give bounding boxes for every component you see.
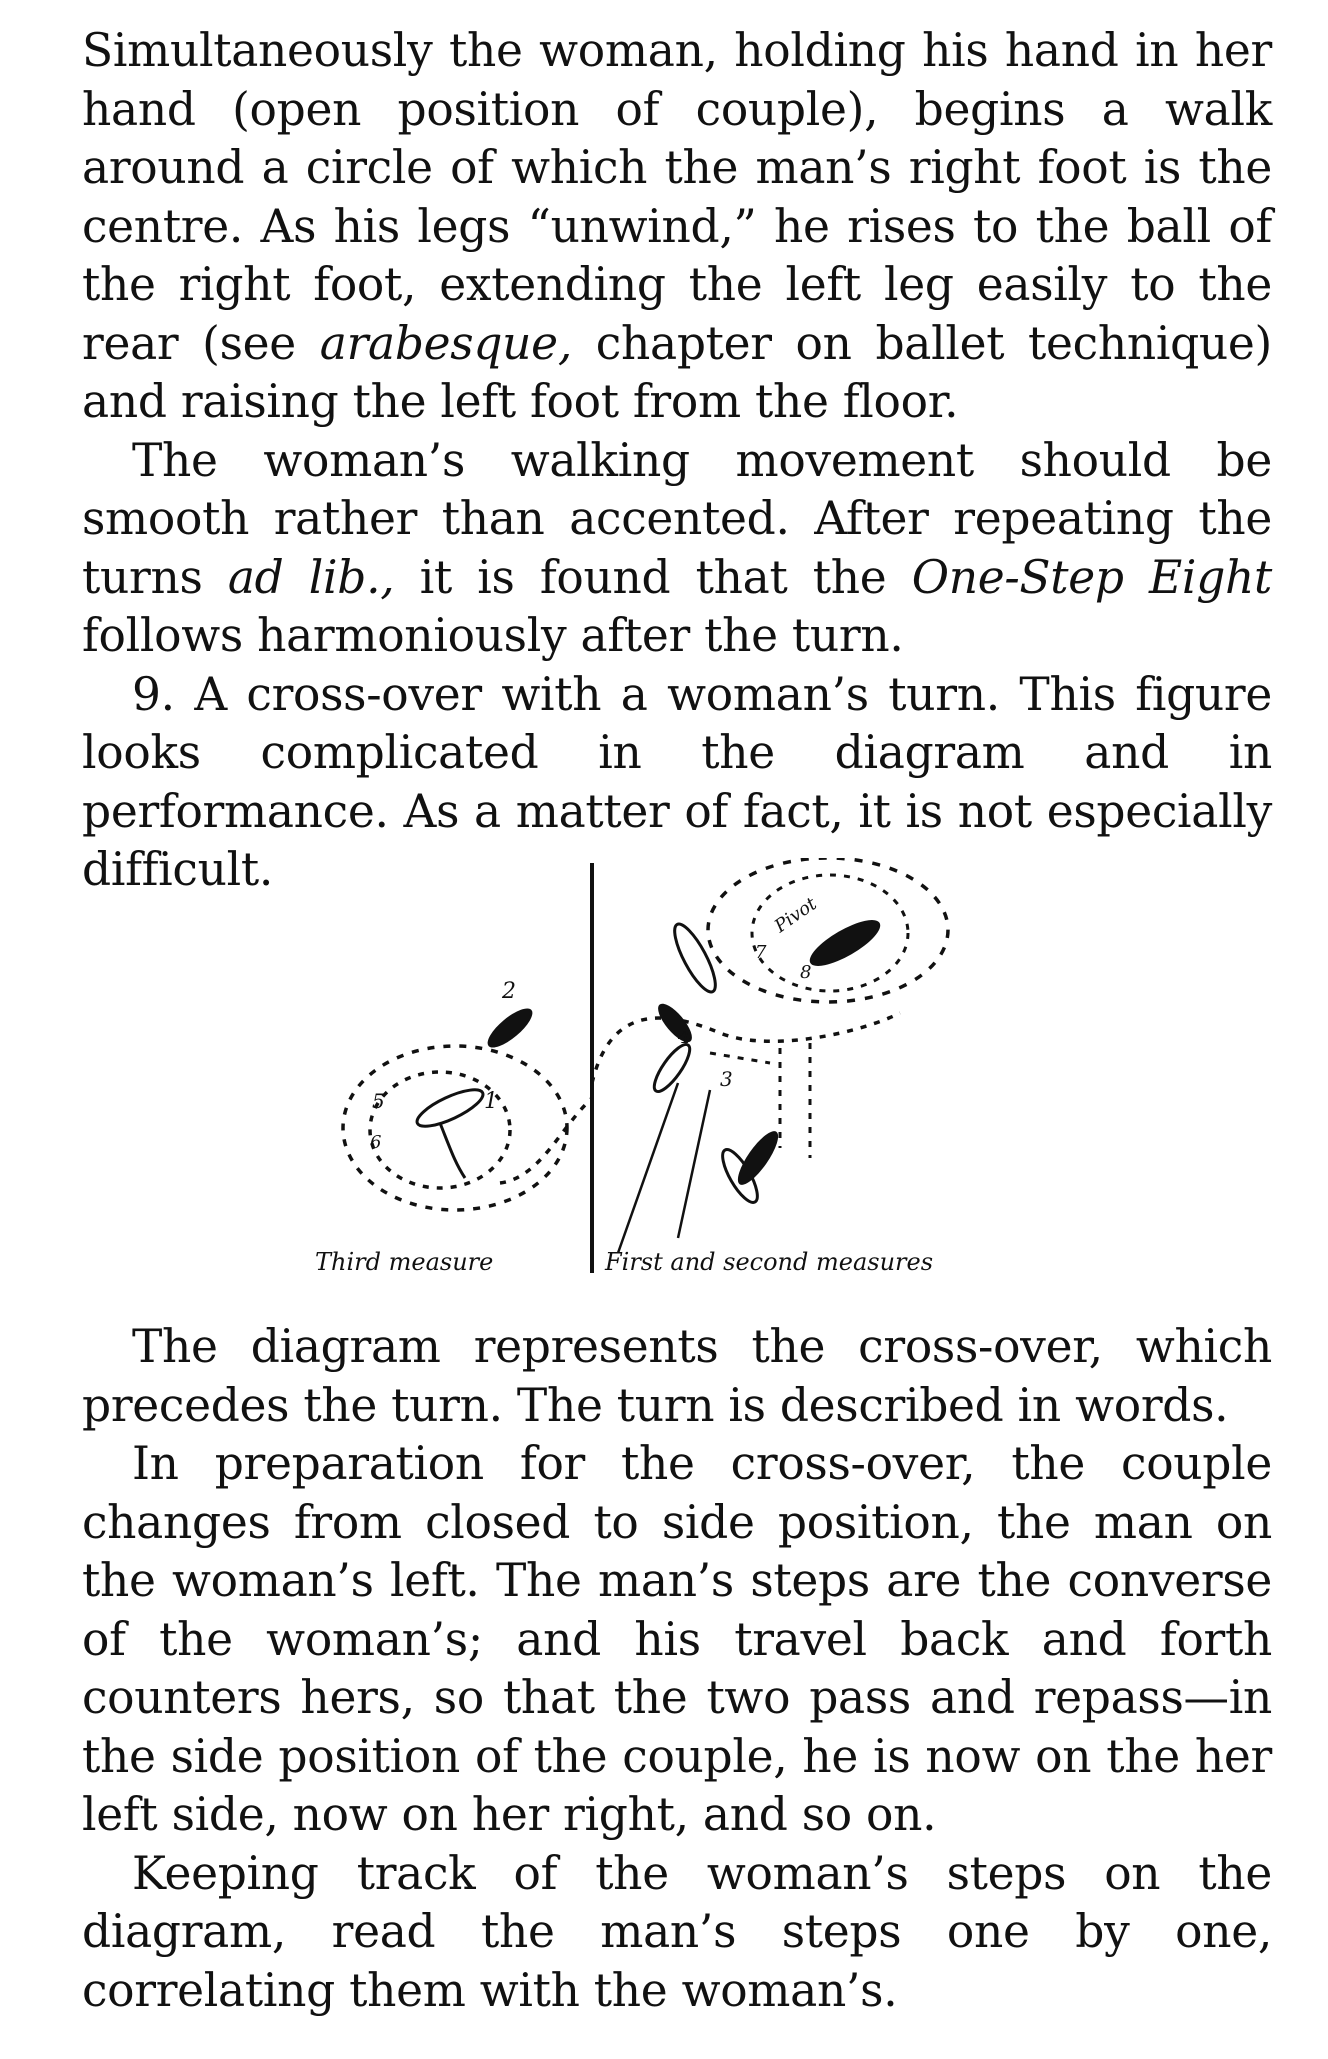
paragraph-2: The woman’s walking movement should be smooth rather than accented. After repeating the turns ad lib., it is found that the One-Step Eight follows harmoniously after the turn. [82, 433, 1273, 662]
step-label-1: 1 [484, 1089, 498, 1114]
paragraph-6: Keeping track of the woman’s steps on the diagram, read the man’s steps one by one, correlating them with the woman’s. [82, 1846, 1272, 2017]
footprint-woman-cross [649, 1040, 696, 1096]
paragraph-4: The diagram represents the cross-over, which precedes the turn. The turn is described in words. [82, 1320, 1272, 1432]
diagram-svg [300, 858, 1200, 1303]
pivot-label: Pivot [770, 893, 821, 938]
cross-path [592, 1013, 900, 1083]
step-label-7: 7 [755, 942, 767, 963]
step-label-4: 4 [678, 1024, 691, 1048]
footprint-woman-1 [413, 1083, 488, 1133]
caption-first-second-measures: First and second measures [605, 1248, 934, 1276]
step-label-2: 2 [502, 979, 516, 1004]
direction-line-1 [618, 1083, 678, 1253]
direction-line-2 [678, 1090, 710, 1238]
footprint-woman-upper [667, 919, 722, 996]
dance-step-diagram [300, 858, 1200, 1303]
paragraph-5: In preparation for the cross-over, the couple changes from closed to side position, the man on the woman’s left. The man’s steps are the converse of the woman’s; and his travel back and forth counters hers, so that the two pass and repass—in the side position of the couple, he is now on the her left side, now on her right, and so on. [82, 1437, 1272, 1841]
caption-third-measure: Third measure [315, 1248, 494, 1276]
step-label-3: 3 [720, 1067, 733, 1091]
step-label-6: 6 [370, 1132, 382, 1153]
text-bottom [82, 1318, 1272, 2020]
paragraph-3: 9. A cross-over with a woman’s turn. This figure looks complicated in the diagram and in performance. As a matter of fact, it is not especially difficult. [82, 667, 1272, 896]
paragraph-1: Simultaneously the woman, holding his hand in her hand (open position of couple), begins a walk around a circle of which the man’s right foot is the centre. As his legs “unwind,” he rises to the ball of the right foot, extending the left leg easily to the rear (see arabesque, chapter on ballet technique) and raising the left foot from the floor. [82, 24, 1272, 428]
step-stroke-left [440, 1123, 465, 1178]
cross-path-2 [710, 1053, 770, 1063]
pivot-inner-path [752, 875, 908, 991]
vertical-dash-paths [780, 1043, 810, 1158]
text-top [82, 22, 1272, 900]
connector-path-left [500, 1098, 592, 1183]
footprint-man-pivot [804, 912, 886, 975]
step-label-8: 8 [800, 962, 812, 983]
step-label-5: 5 [372, 1089, 385, 1113]
pivot-outer-path [708, 858, 948, 1002]
footprint-man-2 [482, 1002, 538, 1053]
